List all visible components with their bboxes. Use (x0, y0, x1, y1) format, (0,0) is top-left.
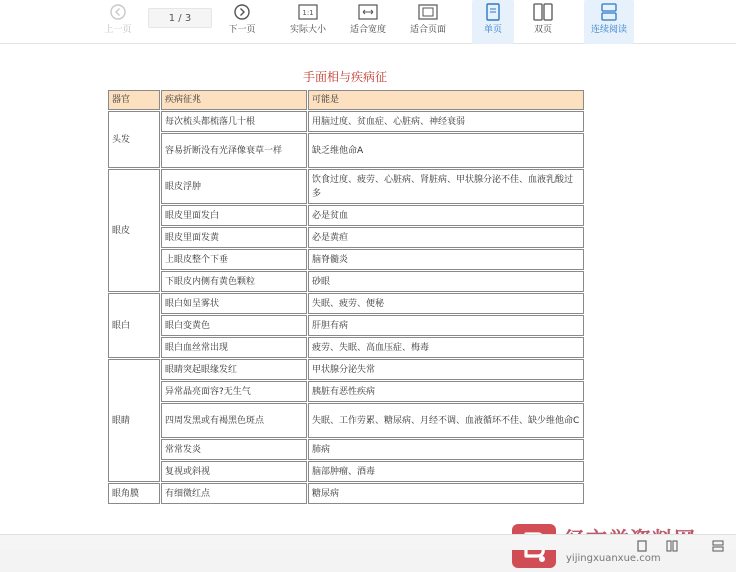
table-row (108, 169, 584, 204)
single-view-icon[interactable] (636, 537, 648, 549)
symptom-cell: 眼皮浮肿 (161, 169, 307, 204)
double-page-icon (522, 0, 564, 24)
table-row (108, 337, 584, 358)
continuous-view-icon[interactable] (712, 537, 724, 549)
table-row (108, 461, 584, 482)
arrow-right-icon (220, 0, 264, 24)
header-possibility: 可能是 (308, 90, 584, 110)
organ-cell: 眼角膜 (108, 483, 160, 504)
possibility-cell: 肝胆有病 (308, 315, 584, 336)
single-page-label: 单页 (483, 25, 502, 35)
possibility-cell: 饮食过度、疲劳、心脏病、肾脏病、甲状腺分泌不佳、血液乳酸过多 (308, 169, 584, 204)
possibility-cell: 失眠、疲劳、便秘 (308, 293, 584, 314)
possibility-cell: 用脑过度、贫血症、心脏病、神经衰弱 (308, 111, 584, 132)
continuous-reading-label: 连续阅读 (590, 25, 627, 35)
table-row (108, 133, 584, 168)
symptom-cell: 每次梳头都梳落几十根 (161, 111, 307, 132)
symptom-cell: 上眼皮整个下垂 (161, 249, 307, 270)
page-indicator[interactable]: 1 / 3 (148, 8, 212, 28)
possibility-cell: 糖尿病 (308, 483, 584, 504)
svg-text:1:1: 1:1 (302, 9, 314, 17)
possibility-cell: 甲状腺分泌失常 (308, 359, 584, 380)
double-page-label: 双页 (533, 25, 552, 35)
document-page (0, 44, 736, 564)
table-row (108, 315, 584, 336)
symptom-cell: 眼皮里面发白 (161, 205, 307, 226)
single-page-button[interactable] (472, 0, 514, 44)
next-page-label: 下一页 (228, 25, 256, 35)
symptom-cell: 眼白变黄色 (161, 315, 307, 336)
viewer-toolbar (0, 0, 736, 44)
organ-cell: 眼皮 (108, 169, 160, 292)
table-row (108, 439, 584, 460)
next-page-button[interactable] (220, 0, 264, 44)
possibility-cell: 必是贫血 (308, 205, 584, 226)
fit-page-label: 适合页面 (409, 25, 446, 35)
double-view-icon[interactable] (666, 537, 678, 549)
possibility-cell: 肺病 (308, 439, 584, 460)
possibility-cell: 砂眼 (308, 271, 584, 292)
possibility-cell: 必是黄疸 (308, 227, 584, 248)
status-bar (0, 534, 736, 550)
fit-page-button[interactable] (402, 0, 454, 44)
table-row (108, 249, 584, 270)
possibility-cell: 疲劳、失眠、高血压症、梅毒 (308, 337, 584, 358)
table-row (108, 381, 584, 402)
header-organ: 器官 (108, 90, 160, 110)
table-row (108, 205, 584, 226)
fit-page-icon (402, 0, 454, 24)
symptom-cell: 四周发黑或有褐黑色斑点 (161, 403, 307, 438)
actual-size-button[interactable] (282, 0, 334, 44)
symptom-cell: 有细微红点 (161, 483, 307, 504)
symptom-cell: 眼皮里面发黄 (161, 227, 307, 248)
table-row (108, 359, 584, 380)
table-row (108, 271, 584, 292)
possibility-cell: 胰脏有恶性疾病 (308, 381, 584, 402)
prev-page-button[interactable] (96, 0, 140, 44)
symptom-cell: 异常晶亮面容?无生气 (161, 381, 307, 402)
possibility-cell: 缺乏维他命A (308, 133, 584, 168)
symptom-cell: 眼睛突起眼缘发红 (161, 359, 307, 380)
fit-width-button[interactable] (342, 0, 394, 44)
continuous-reading-icon (584, 0, 634, 24)
table-row (108, 227, 584, 248)
document-title: 手面相与疾病征 (302, 70, 387, 84)
table-row (108, 483, 584, 504)
actual-size-icon (282, 0, 334, 24)
symptom-cell: 眼白血丝常出现 (161, 337, 307, 358)
table-row (108, 403, 584, 438)
organ-cell: 眼白 (108, 293, 160, 358)
symptom-cell: 容易折断没有光泽像衰草一样 (161, 133, 307, 168)
organ-cell: 头发 (108, 111, 160, 168)
arrow-left-icon (96, 0, 140, 24)
fit-width-label: 适合宽度 (349, 25, 386, 35)
symptom-cell: 眼白如呈雾状 (161, 293, 307, 314)
possibility-cell: 脑部肿瘤、酒毒 (308, 461, 584, 482)
single-page-icon (472, 0, 514, 24)
double-page-button[interactable] (522, 0, 564, 44)
fit-width-icon (342, 0, 394, 24)
header-symptom: 疾病征兆 (161, 90, 307, 110)
continuous-reading-button[interactable] (584, 0, 634, 44)
organ-cell: 眼睛 (108, 359, 160, 482)
symptom-cell: 常常发炎 (161, 439, 307, 460)
table-header-row (108, 90, 584, 110)
symptom-cell: 复视或斜视 (161, 461, 307, 482)
possibility-cell: 失眠、工作劳累、糖尿病、月经不调、血液循环不佳、缺少维他命C (308, 403, 584, 438)
possibility-cell: 脑脊髓炎 (308, 249, 584, 270)
symptom-table (107, 89, 585, 505)
site-url: yijingxuanxue.com (566, 553, 661, 564)
actual-size-label: 实际大小 (289, 25, 326, 35)
table-row (108, 293, 584, 314)
table-row (108, 111, 584, 132)
prev-page-label: 上一页 (104, 25, 132, 35)
symptom-cell: 下眼皮内侧有黄色颗粒 (161, 271, 307, 292)
